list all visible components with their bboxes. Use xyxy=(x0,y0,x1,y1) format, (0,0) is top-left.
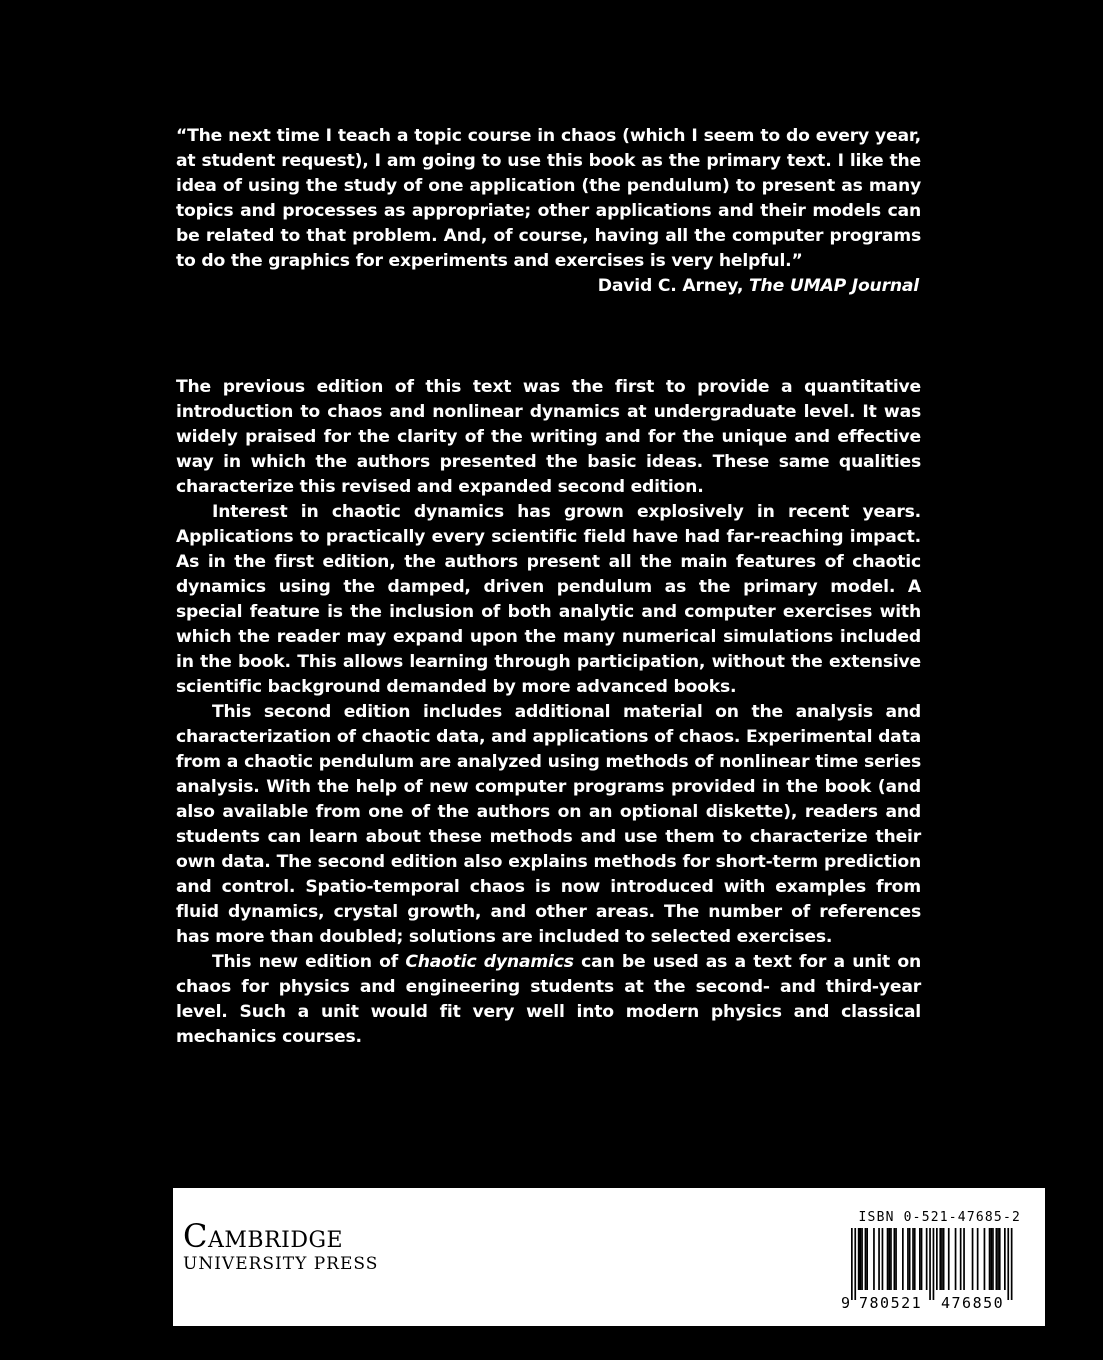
quote-attribution xyxy=(176,274,921,299)
quote-author: David C. Arney, xyxy=(597,276,750,296)
barcode-bar xyxy=(997,1228,999,1290)
barcode-bar xyxy=(999,1228,1001,1290)
barcode-area xyxy=(839,1210,1021,1310)
barcode-bar xyxy=(1007,1228,1009,1300)
description-paragraph-4 xyxy=(176,950,921,1050)
barcode-bar xyxy=(929,1228,931,1300)
footer-panel xyxy=(173,1188,1045,1326)
barcode-bar xyxy=(1004,1228,1006,1290)
barcode-bar xyxy=(941,1228,943,1290)
barcode-bar xyxy=(955,1228,957,1290)
barcode-bar xyxy=(996,1228,998,1290)
barcode-bar xyxy=(907,1228,909,1290)
barcode-bar xyxy=(909,1228,911,1290)
description-p4-end: can be used as a text for a unit on chaos for physics and engineering students at the second- and third-year level. Such a unit would fit very well into modern physics and classical mechanics courses. xyxy=(176,952,921,1047)
publisher-subtitle: UNIVERSITY PRESS xyxy=(183,1254,379,1274)
barcode-bar xyxy=(858,1228,860,1290)
barcode-bar xyxy=(977,1228,979,1290)
barcode-bar xyxy=(1011,1228,1013,1300)
barcode-bar xyxy=(861,1228,863,1290)
barcode-bar xyxy=(919,1228,921,1290)
publisher-name: Cambridge xyxy=(183,1217,344,1255)
barcode-bar xyxy=(963,1228,965,1290)
barcode-bar xyxy=(948,1228,950,1290)
barcode-bar xyxy=(939,1228,941,1290)
barcode-bar xyxy=(866,1228,868,1290)
barcode-bar xyxy=(851,1228,853,1300)
barcode-bar xyxy=(972,1228,974,1290)
barcode-bar xyxy=(895,1228,897,1290)
book-description xyxy=(176,375,921,1050)
barcode-bar xyxy=(887,1228,889,1290)
quote-source: The UMAP Journal xyxy=(749,276,919,296)
barcode-bar xyxy=(912,1228,914,1290)
barcode-right-digits: 476850 xyxy=(941,1294,1005,1310)
barcode-bar xyxy=(914,1228,916,1290)
barcode-bar xyxy=(989,1228,991,1290)
barcode-bar xyxy=(921,1228,923,1290)
description-paragraph-3: This second edition includes additional material on the analysis and characterization of chaotic data, and applications of chaos. Experimental data from a chaotic pendulum are analyzed using methods of nonlinear time series analysis. With the help of new computer programs provided in the book (and also available from one of the authors on an optional diskette), readers and students can learn about these methods and use them to characterize their own data. The second edition also explains methods for short-term prediction and control. Spatio-temporal chaos is now introduced with examples from fluid dynamics, crystal growth, and other areas. The number of references has more than doubled; solutions are included to selected exercises. xyxy=(176,702,921,947)
description-p4-start: This new edition of xyxy=(212,952,406,972)
quote-text: “The next time I teach a topic course in chaos (which I seem to do every year, at student request), I am going to use this book as the primary text. I like the idea of using the study of one application (the pendulum) to present as many topics and processes as appropriate; other applications and their models can be related to that problem. And, of course, having all the computer programs to do the graphics for experiments and exercises is very helpful.” xyxy=(176,126,921,271)
barcode-bar xyxy=(865,1228,867,1290)
barcode-bar xyxy=(943,1228,945,1290)
barcode-bar xyxy=(990,1228,992,1290)
book-title-reference: Chaotic dynamics xyxy=(405,952,574,972)
barcode-bars xyxy=(851,1228,1013,1300)
barcode-bar xyxy=(936,1228,938,1290)
publisher-logo xyxy=(183,1218,378,1274)
barcode-bar xyxy=(894,1228,896,1290)
barcode-bar xyxy=(933,1228,935,1300)
barcode-bar xyxy=(926,1228,928,1290)
barcode-first-digit: 9 xyxy=(841,1294,851,1310)
isbn-label: ISBN 0-521-47685-2 xyxy=(858,1210,1021,1225)
barcode-bar xyxy=(888,1228,890,1290)
barcode-bar xyxy=(882,1228,884,1290)
barcode-bar xyxy=(854,1228,856,1300)
barcode-bar xyxy=(890,1228,892,1290)
barcode-bar xyxy=(902,1228,904,1290)
barcode-bar xyxy=(960,1228,962,1290)
barcode-left-digits: 780521 xyxy=(859,1294,923,1310)
barcode-bar xyxy=(860,1228,862,1290)
barcode-bar xyxy=(878,1228,880,1290)
barcode-graphic xyxy=(839,1228,1021,1310)
description-paragraph-2: Interest in chaotic dynamics has grown explosively in recent years. Applications to practically every scientific field have had far-reaching impact. As in the first edition, the authors present all the main features of chaotic dynamics using the damped, driven pendulum as the primary model. A special feature is the inclusion of both analytic and computer exercises with which the reader may expand upon the many numerical simulations included in the book. This allows learning through participation, without the extensive scientific background demanded by more advanced books. xyxy=(176,502,921,697)
barcode-bar xyxy=(873,1228,875,1290)
review-quote xyxy=(176,124,921,299)
description-paragraph-1: The previous edition of this text was the first to provide a quantitative introduction to chaos and nonlinear dynamics at undergraduate level. It was widely praised for the clarity of the writing and for the unique and effective way in which the authors presented the basic ideas. These same qualities characterize this revised and expanded second edition. xyxy=(176,377,921,497)
barcode-bar xyxy=(992,1228,994,1290)
barcode-bar xyxy=(984,1228,986,1290)
